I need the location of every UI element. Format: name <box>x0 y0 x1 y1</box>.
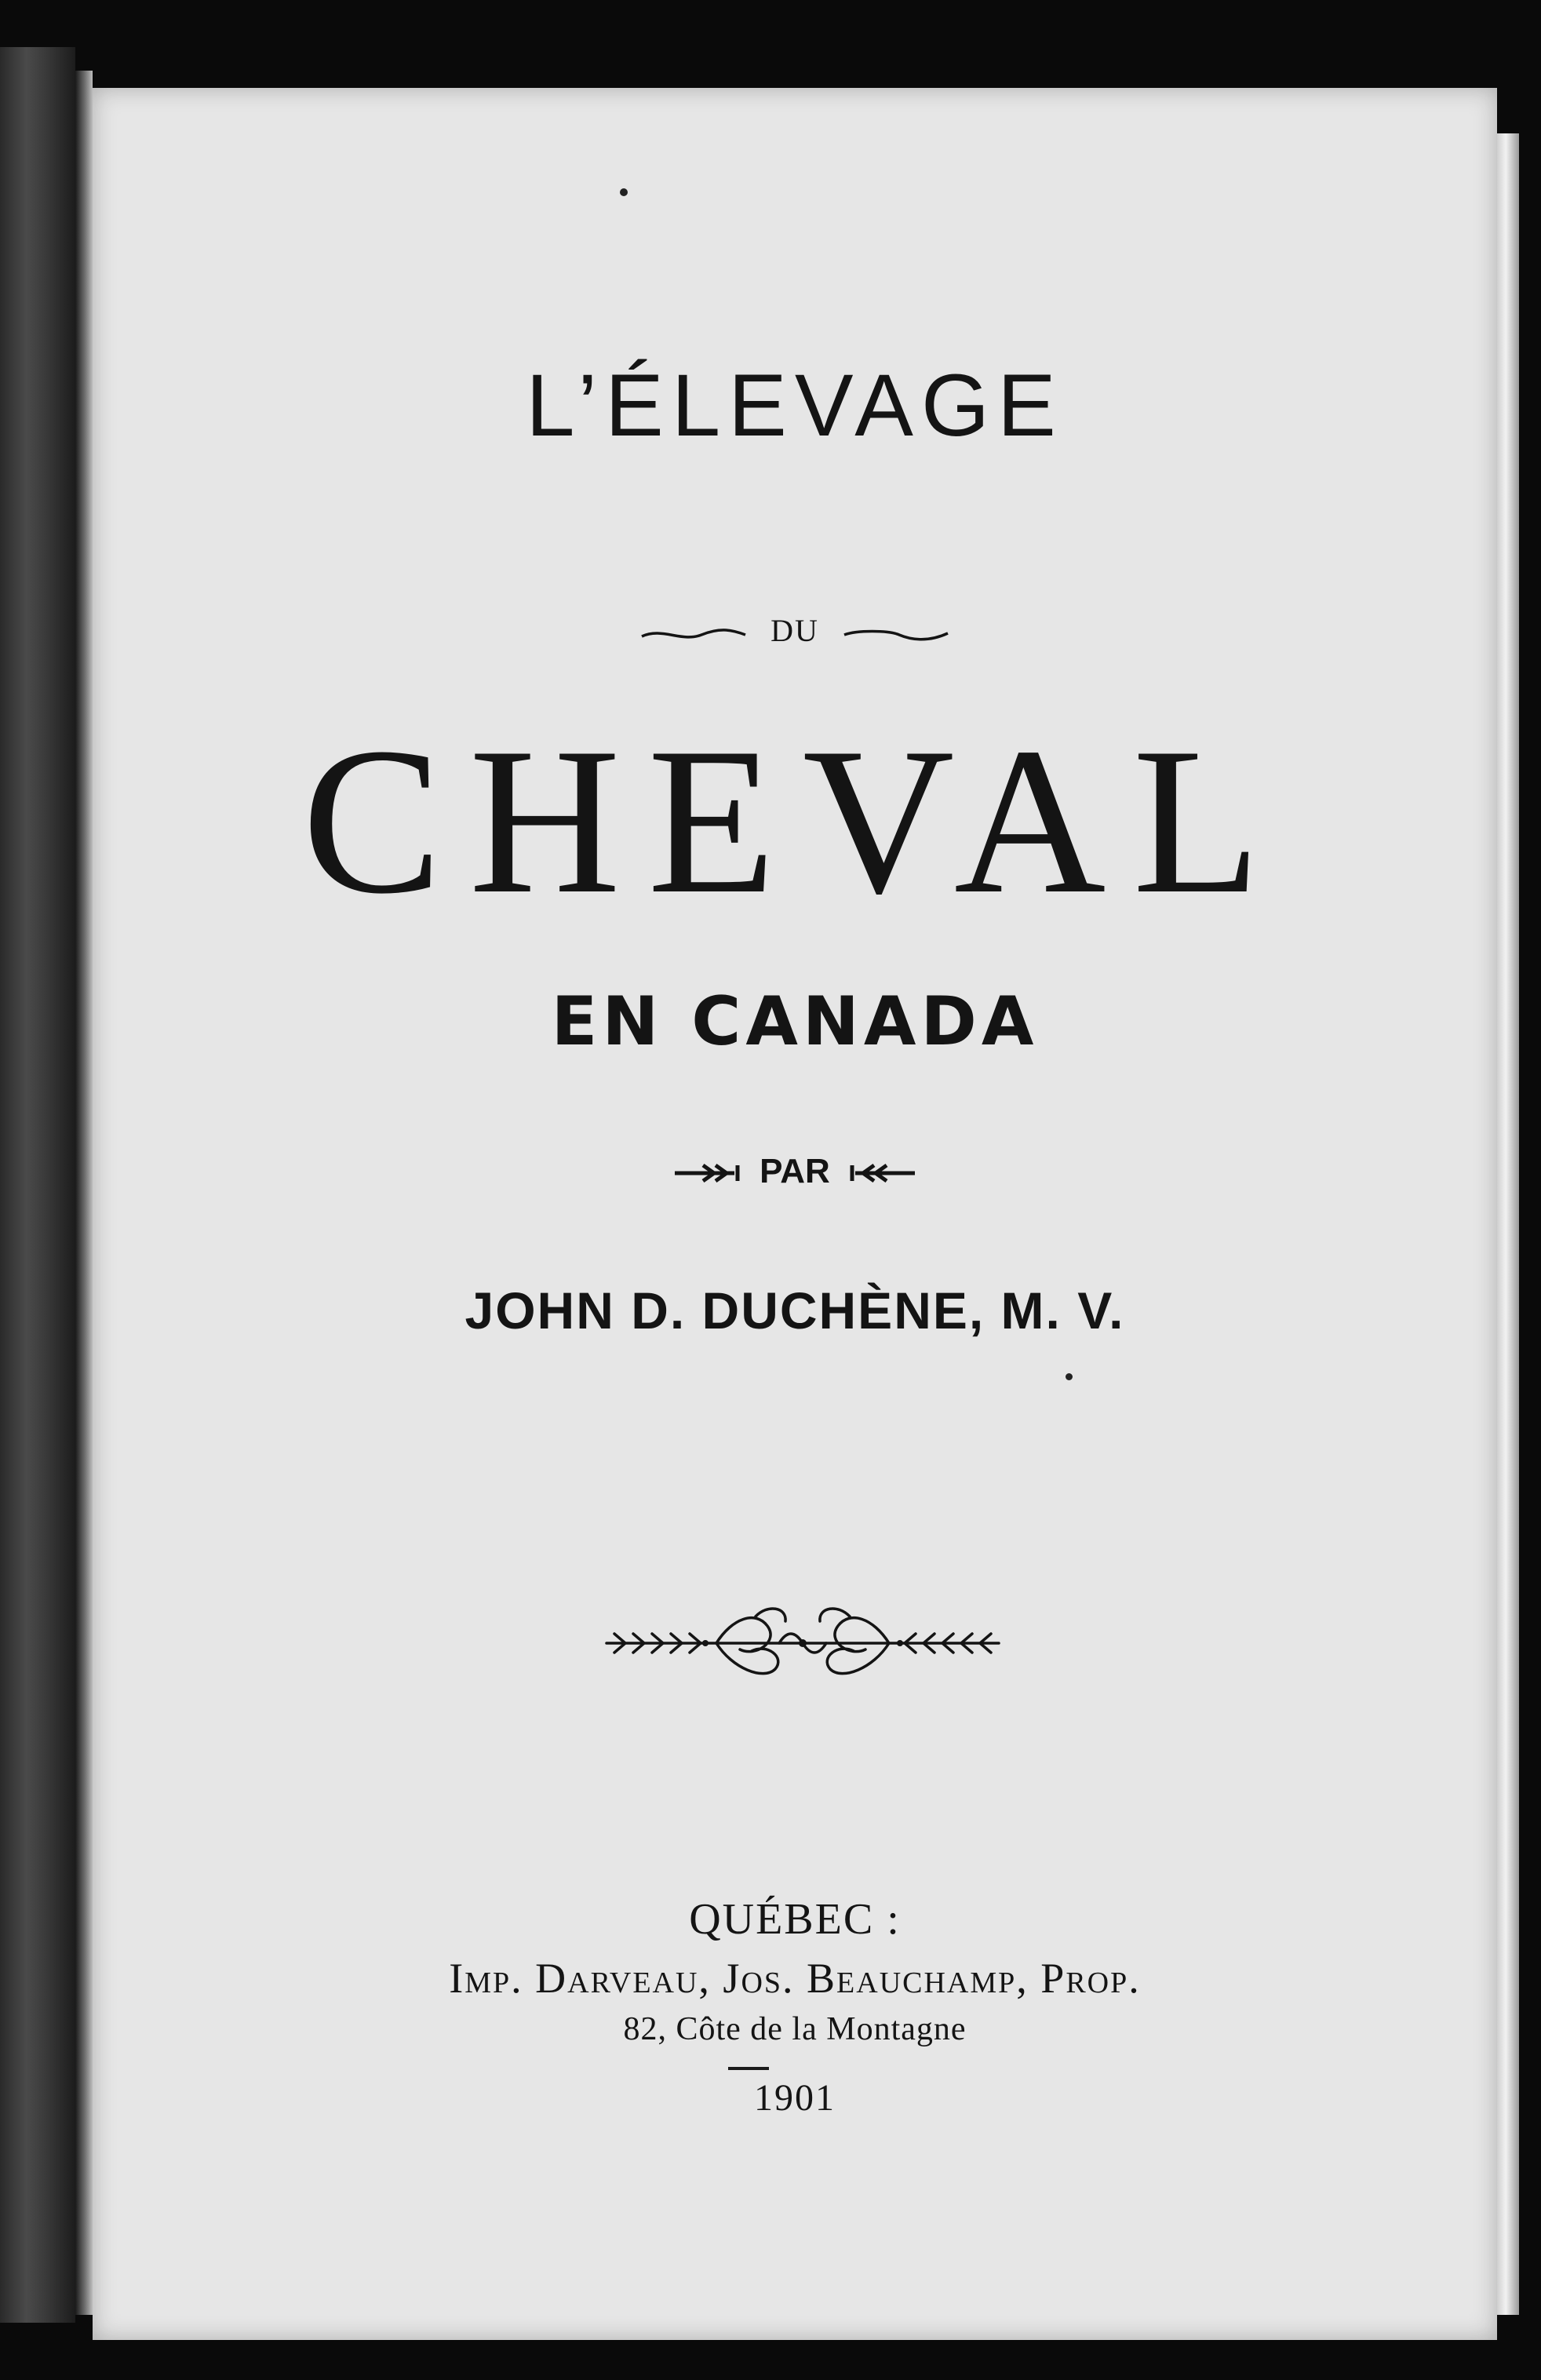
title-page <box>93 88 1497 2340</box>
imprint-city: QUÉBEC : <box>689 1895 901 1944</box>
swash-left-icon <box>639 622 749 646</box>
ink-speck <box>1066 1373 1073 1380</box>
imprint-rule <box>728 2067 769 2070</box>
ink-speck <box>620 188 628 196</box>
title-line-2: CHEVAL <box>301 704 1288 937</box>
byline-par-row <box>93 1152 1497 1191</box>
arrow-ornament-right-icon <box>847 1162 918 1184</box>
imprint-printer: Imp. Darveau, Jos. Beauchamp, Prop. <box>449 1955 1141 2002</box>
imprint-address: 82, Côte de la Montagne <box>623 2011 967 2047</box>
connector-row <box>93 612 1497 649</box>
floral-vignette-icon <box>599 1595 1007 1704</box>
title-line-1: L’ÉLEVAGE <box>526 356 1064 454</box>
book-spine <box>0 47 75 2323</box>
imprint-year: 1901 <box>754 2077 836 2119</box>
subtitle: EN CANADA <box>551 982 1039 1061</box>
page-edge <box>1497 133 1519 2315</box>
author-name: JOHN D. DUCHÈNE, M. V. <box>464 1281 1125 1339</box>
arrow-ornament-left-icon <box>672 1162 742 1184</box>
spine-edge <box>75 71 93 2315</box>
connector-word: DU <box>770 613 819 648</box>
byline-par: PAR <box>760 1152 830 1190</box>
swash-right-icon <box>841 622 951 646</box>
